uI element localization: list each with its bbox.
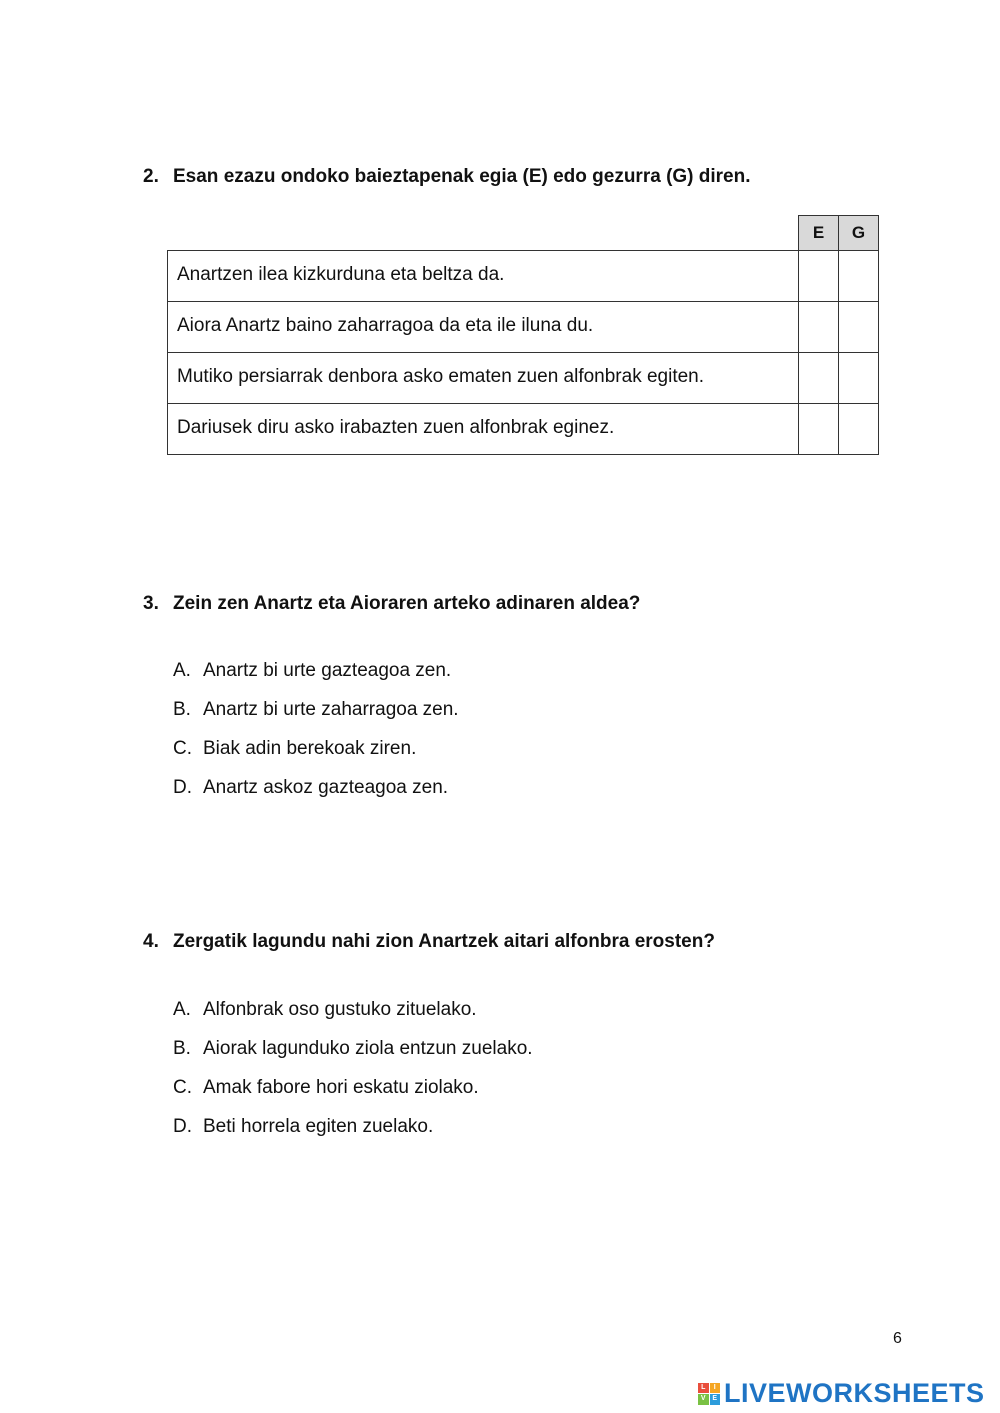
option-letter: D. [173, 777, 192, 798]
statement-1: Anartzen ilea kizkurduna eta beltza da. [168, 251, 799, 302]
option-text: Anartz bi urte gazteagoa zen. [203, 660, 452, 681]
option-item[interactable] [173, 1077, 533, 1116]
answer-box-4-g[interactable] [839, 404, 879, 455]
option-item[interactable] [173, 777, 459, 816]
liveworksheets-logo-icon [698, 1383, 720, 1405]
option-item[interactable] [173, 660, 459, 699]
true-false-table [167, 215, 879, 455]
option-text: Anartz bi urte zaharragoa zen. [203, 699, 459, 720]
option-letter: A. [173, 660, 191, 681]
answer-box-2-g[interactable] [839, 302, 879, 353]
option-letter: D. [173, 1116, 192, 1137]
answer-box-4-e[interactable] [799, 404, 839, 455]
answer-box-3-e[interactable] [799, 353, 839, 404]
option-item[interactable] [173, 1116, 533, 1155]
table-header-row [168, 216, 879, 251]
option-text: Aiorak lagunduko ziola entzun zuelako. [203, 1038, 533, 1059]
table-header-blank [168, 216, 799, 251]
option-letter: B. [173, 699, 191, 720]
logo-tile: V [698, 1394, 709, 1405]
question-4-options [173, 999, 533, 1155]
statement-4: Dariusek diru asko irabazten zuen alfonbrak eginez. [168, 404, 799, 455]
option-text: Anartz askoz gazteagoa zen. [203, 777, 449, 798]
option-letter: B. [173, 1038, 191, 1059]
column-header-e: E [799, 216, 839, 251]
table-row [168, 302, 879, 353]
page-number: 6 [893, 1330, 902, 1347]
option-item[interactable] [173, 1038, 533, 1077]
logo-tile: I [710, 1383, 721, 1394]
question-4-heading [143, 931, 715, 953]
question-4-number: 4. [143, 931, 159, 952]
table-row [168, 251, 879, 302]
option-item[interactable] [173, 999, 533, 1038]
answer-box-2-e[interactable] [799, 302, 839, 353]
question-3-text: Zein zen Anartz eta Aioraren arteko adinaren aldea? [173, 593, 641, 614]
question-2-heading [143, 166, 751, 188]
question-3-options [173, 660, 459, 816]
statement-2: Aiora Anartz baino zaharragoa da eta ile iluna du. [168, 302, 799, 353]
option-text: Biak adin berekoak ziren. [203, 738, 417, 759]
logo-tile: E [710, 1394, 721, 1405]
table-row [168, 404, 879, 455]
answer-box-1-e[interactable] [799, 251, 839, 302]
option-text: Amak fabore hori eskatu ziolako. [203, 1077, 479, 1098]
option-item[interactable] [173, 699, 459, 738]
question-3-heading [143, 593, 640, 615]
question-4-text: Zergatik lagundu nahi zion Anartzek aitari alfonbra erosten? [173, 931, 715, 952]
statement-3: Mutiko persiarrak denbora asko ematen zuen alfonbrak egiten. [168, 353, 799, 404]
option-text: Beti horrela egiten zuelako. [203, 1116, 434, 1137]
answer-box-1-g[interactable] [839, 251, 879, 302]
brand-name: LIVEWORKSHEETS [724, 1378, 985, 1408]
table-row [168, 353, 879, 404]
question-3-number: 3. [143, 593, 159, 614]
column-header-g: G [839, 216, 879, 251]
option-text: Alfonbrak oso gustuko zituelako. [203, 999, 477, 1020]
option-item[interactable] [173, 738, 459, 777]
question-2-number: 2. [143, 166, 159, 187]
question-2-text: Esan ezazu ondoko baieztapenak egia (E) edo gezurra (G) diren. [173, 166, 751, 187]
option-letter: C. [173, 738, 192, 759]
logo-tile: L [698, 1383, 709, 1394]
option-letter: C. [173, 1077, 192, 1098]
option-letter: A. [173, 999, 191, 1020]
liveworksheets-brand[interactable] [698, 1378, 985, 1409]
answer-box-3-g[interactable] [839, 353, 879, 404]
